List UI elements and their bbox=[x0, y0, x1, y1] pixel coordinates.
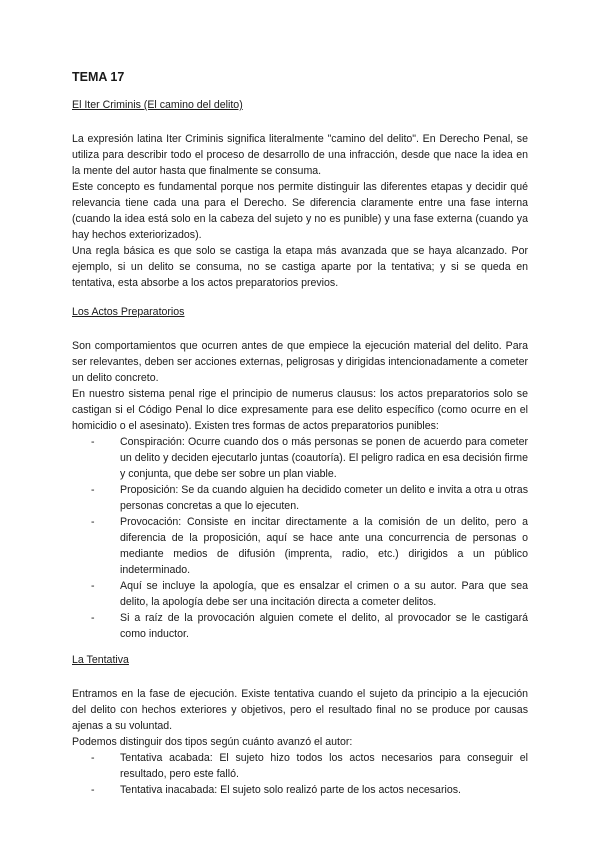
list-item-text: Tentativa inacabada: El sujeto solo realizó parte de los actos necesarios. bbox=[120, 784, 461, 796]
list-item bbox=[91, 434, 528, 482]
paragraph: Entramos en la fase de ejecución. Existe tentativa cuando el sujeto da principio a la ejecución del delito con hechos exteriores y objetivos, pero el resultado final no se produce por causas ajenas a su voluntad. bbox=[72, 688, 528, 732]
paragraph: Este concepto es fundamental porque nos permite distinguir las diferentes etapas y decidir qué relevancia tiene cada una para el Derecho. Se diferencia claramente entre una fase interna (cuando la idea está solo en la cabeza del sujeto y no es punible) y una fase externa (cuando ya hay hechos exteriorizados). bbox=[72, 181, 528, 241]
list-item bbox=[91, 782, 528, 798]
list-item-text: Proposición: Se da cuando alguien ha decidido cometer un delito e invita a otra u otras personas concretas a que lo ejecuten. bbox=[120, 484, 528, 512]
list-item bbox=[91, 750, 528, 782]
list-item-text: Tentativa acabada: El sujeto hizo todos los actos necesarios para conseguir el resultado, pero este falló. bbox=[120, 752, 528, 780]
dash-bullet: - bbox=[91, 516, 95, 528]
dash-bullet: - bbox=[91, 752, 95, 764]
dash-bullet: - bbox=[91, 436, 95, 448]
list-item bbox=[91, 514, 528, 578]
actos-list bbox=[72, 434, 528, 642]
dash-bullet: - bbox=[91, 484, 95, 496]
list-item-text: Si a raíz de la provocación alguien comete el delito, al provocador se le castigará como inductor. bbox=[120, 612, 528, 640]
paragraph: Una regla básica es que solo se castiga la etapa más avanzada que se haya alcanzado. Por ejemplo, si un delito se consuma, no se castiga aparte por la tentativa; y si se queda en tentativa, esta absorbe a los actos preparatorios previos. bbox=[72, 245, 528, 289]
list-item bbox=[91, 482, 528, 514]
spacer bbox=[72, 642, 528, 654]
spacer bbox=[72, 291, 528, 306]
list-item-text: Aquí se incluye la apología, que es ensalzar el crimen o a su autor. Para que sea delito, la apología debe ser una incitación directa a cometer delitos. bbox=[120, 580, 528, 608]
paragraph: En nuestro sistema penal rige el principio de numerus clausus: los actos preparatorios solo se castigan si el Código Penal lo dice expresamente para ese delito específico (como ocurre en el homicidio o el asesinato). Existen tres formas de actos preparatorios punibles: bbox=[72, 388, 528, 432]
section-heading-tentativa: La Tentativa bbox=[72, 654, 129, 666]
list-item-text: Conspiración: Ocurre cuando dos o más personas se ponen de acuerdo para cometer un delito y deciden ejecutarlo juntas (coautoría). El peligro radica en esa decisión firme y conjunta, que debe ser sobre un plan viable. bbox=[120, 436, 528, 480]
page-title: TEMA 17 bbox=[72, 70, 125, 84]
dash-bullet: - bbox=[91, 612, 95, 624]
list-item bbox=[91, 610, 528, 642]
tentativa-list bbox=[72, 750, 528, 798]
paragraph: Podemos distinguir dos tipos según cuánto avanzó el autor: bbox=[72, 736, 353, 748]
section-heading-iter-criminis: El Iter Criminis (El camino del delito) bbox=[72, 99, 243, 111]
paragraph: Son comportamientos que ocurren antes de que empiece la ejecución material del delito. Para ser relevantes, deben ser acciones externas, peligrosas y dirigidas intencionadamente a cometer un delito concreto. bbox=[72, 340, 528, 384]
list-item bbox=[91, 578, 528, 610]
list-item-text: Provocación: Consiste en incitar directamente a la comisión de un delito, pero a diferencia de la proposición, aquí se hace ante una concurrencia de personas o mediante medios de difusión (imprenta, radio, etc.) dirigidos a un público indeterminado. bbox=[120, 516, 528, 576]
dash-bullet: - bbox=[91, 784, 95, 796]
paragraph: La expresión latina Iter Criminis significa literalmente "camino del delito". En Derecho Penal, se utiliza para describir todo el proceso de desarrollo de una infracción, desde que nace la idea en la mente del autor hasta que finalmente se consuma. bbox=[72, 133, 528, 177]
section-heading-actos-preparatorios: Los Actos Preparatorios bbox=[72, 306, 185, 318]
dash-bullet: - bbox=[91, 580, 95, 592]
